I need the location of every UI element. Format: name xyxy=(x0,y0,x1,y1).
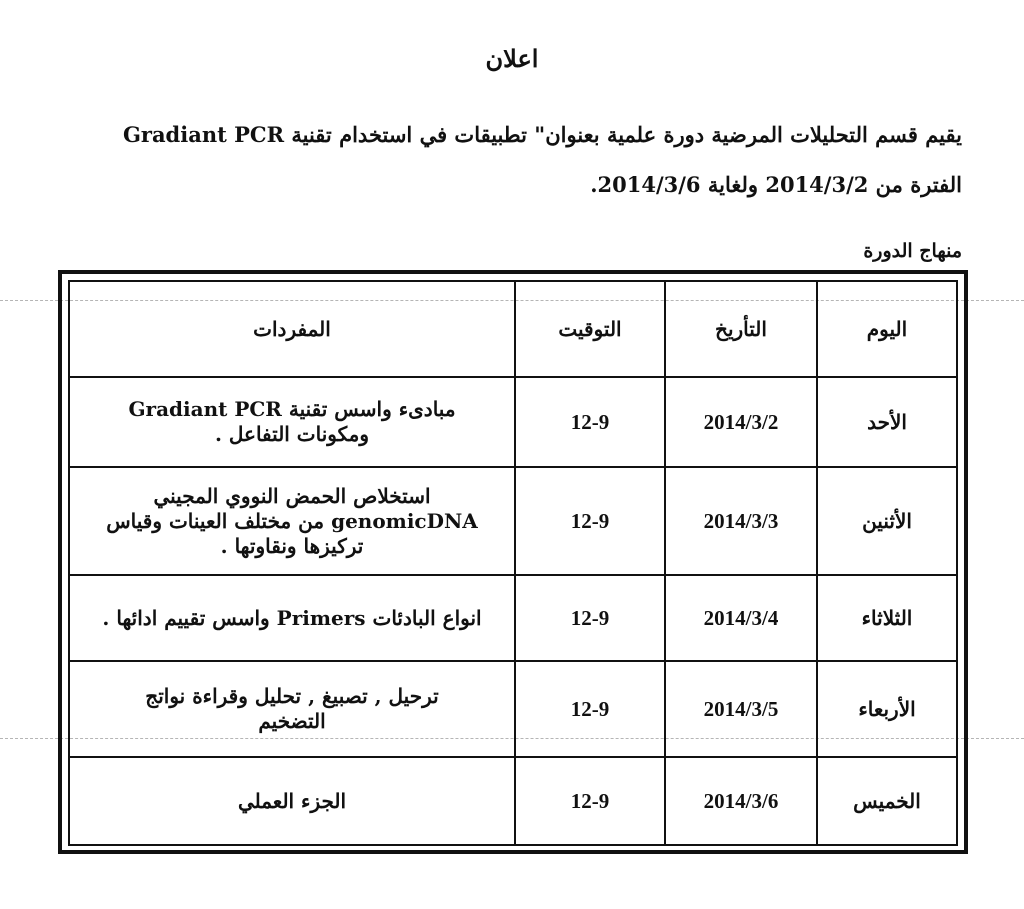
cell-date: 2014/3/3 xyxy=(665,467,817,575)
cell-time: 12-9 xyxy=(515,757,665,845)
topic-line: تركيزها ونقاوتها . xyxy=(220,533,364,558)
topic-line: ترحيل , تصبيغ , تحليل وقراءة نواتج xyxy=(145,684,439,708)
cell-day: الثلاثاء xyxy=(817,575,957,661)
announcement-title: اعلان xyxy=(485,44,539,73)
header-date: التأريخ xyxy=(665,281,817,377)
cell-topic xyxy=(69,377,515,467)
cell-date: 2014/3/4 xyxy=(665,575,817,661)
cell-time: 12-9 xyxy=(515,467,665,575)
curriculum-heading: منهاج الدورة xyxy=(863,240,962,262)
cell-day: الأربعاء xyxy=(817,661,957,757)
cell-day: الخميس xyxy=(817,757,957,845)
topic-line: استخلاص الحمض النووي المجيني xyxy=(153,483,431,508)
topic-line: genomicDNA من مختلف العينات وقياس xyxy=(106,508,478,533)
header-topics: المفردات xyxy=(69,281,515,377)
cell-day: الأحد xyxy=(817,377,957,467)
table-row xyxy=(69,575,957,661)
cell-date: 2014/3/6 xyxy=(665,757,817,845)
topic-line: الجزء العملي xyxy=(237,788,347,813)
table-row xyxy=(69,377,957,467)
table-row xyxy=(69,757,957,845)
cell-date: 2014/3/2 xyxy=(665,377,817,467)
curriculum-table xyxy=(68,280,958,846)
cell-topic xyxy=(69,757,515,845)
topic-line: ومكونات التفاعل . xyxy=(214,422,370,446)
cell-topic xyxy=(69,661,515,757)
cell-time: 12-9 xyxy=(515,377,665,467)
announcement-line-2: الفترة من 2014/3/2 ولغاية 2014/3/6. xyxy=(590,172,962,197)
curriculum-table-frame xyxy=(58,270,968,854)
cell-topic xyxy=(69,467,515,575)
table-row xyxy=(69,467,957,575)
cell-day: الأثنين xyxy=(817,467,957,575)
topic-line: مبادىء واسس تقنية Gradiant PCR xyxy=(128,397,456,421)
cell-time: 12-9 xyxy=(515,575,665,661)
cell-topic xyxy=(69,575,515,661)
table-header-row xyxy=(69,281,957,377)
cell-time: 12-9 xyxy=(515,661,665,757)
header-time: التوقيت xyxy=(515,281,665,377)
table-row xyxy=(69,661,957,757)
announcement-line-1: يقيم قسم التحليلات المرضية دورة علمية بعنوان" تطبيقات في استخدام تقنية Gradiant PCR xyxy=(122,122,962,147)
cell-date: 2014/3/5 xyxy=(665,661,817,757)
topic-line: التضخيم xyxy=(258,709,326,733)
topic-line: انواع البادئات Primers واسس تقييم ادائها . xyxy=(102,605,482,630)
header-day: اليوم xyxy=(817,281,957,377)
